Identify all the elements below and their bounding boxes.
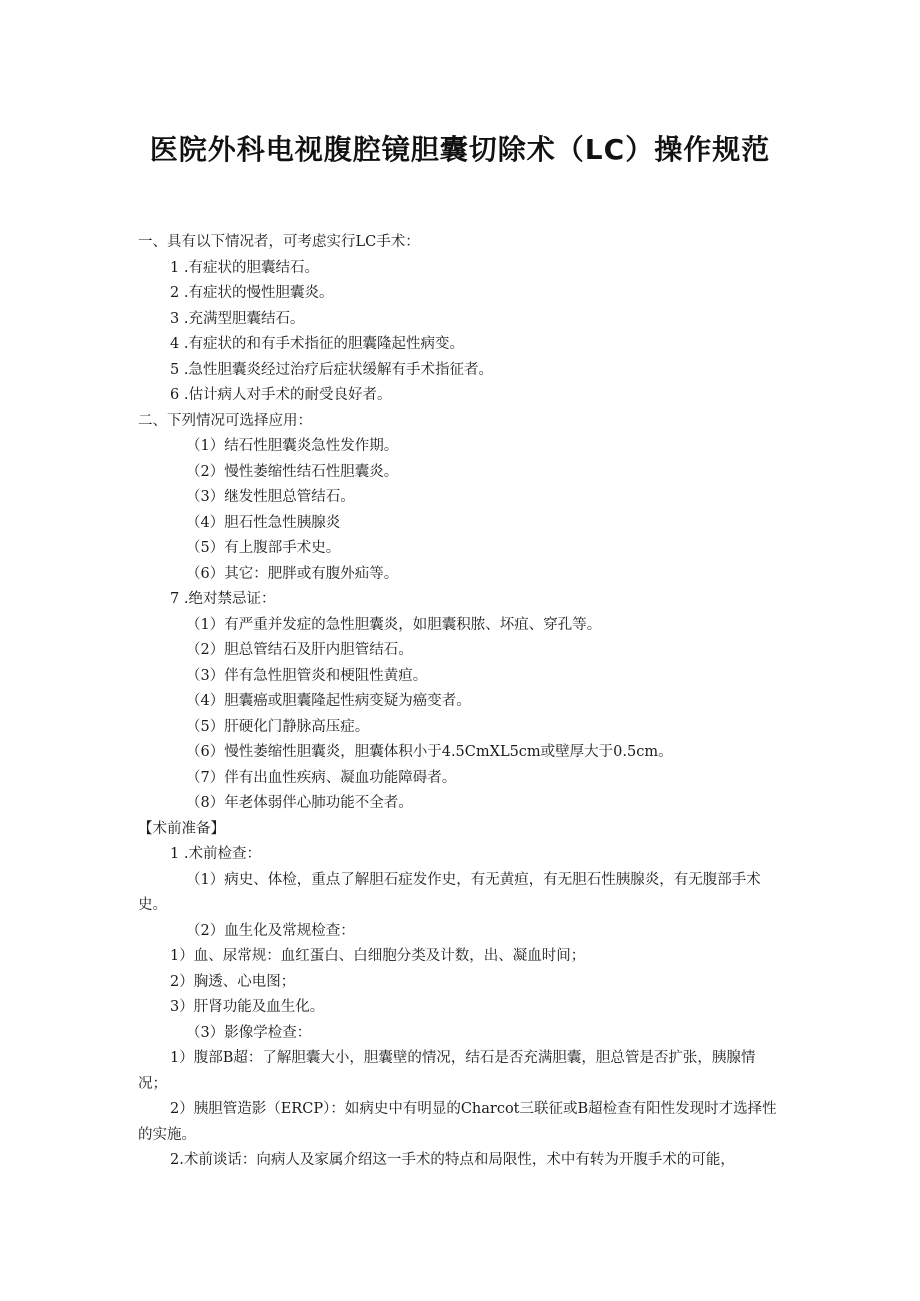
text-line: （5）有上腹部手术史。 [186,540,341,556]
text-line: （4）胆囊癌或胆囊隆起性病变疑为癌变者。 [186,693,471,709]
text-line: （2）慢性萎缩性结石性胆囊炎。 [186,463,399,480]
text-line: （2）血生化及常规检查： [186,922,355,939]
text-line: （1）病史、体检，重点了解胆石症发作史，有无黄疸，有无胆石性胰腺炎，有无腹部手术史。 [138,871,761,913]
text-line: （3）继发性胆总管结石。 [186,489,355,505]
text-line: 3 .充满型胆囊结石。 [170,310,305,327]
text-line: （8）年老体弱伴心肺功能不全者。 [186,795,413,811]
text-line: 6 .估计病人对手术的耐受良好者。 [170,387,392,403]
text-line: 5 .急性胆囊炎经过治疗后症状缓解有手术指征者。 [170,361,493,378]
text-line: 2.术前谈话：向病人及家属介绍这一手术的特点和局限性，术中有转为开腹手术的可能， [170,1152,735,1168]
text-line: （6）慢性萎缩性胆囊炎，胆囊体积小于4.5CmXL5cm或壁厚大于0.5cm。 [186,744,673,760]
text-line: （1）结石性胆囊炎急性发作期。 [186,438,399,454]
text-line: （3）影像学检查： [186,1024,312,1041]
text-line: 1 .有症状的胆囊结石。 [170,259,319,276]
text-line: （6）其它：肥胖或有腹外疝等。 [186,565,399,582]
text-line: 7 .绝对禁忌证： [170,591,276,607]
text-line: 1 .术前检查： [170,846,261,862]
text-line: 二、下列情况可选择应用： [138,412,312,429]
text-line: 1）腹部B超：了解胆囊大小，胆囊壁的情况，结石是否充满胆囊，胆总管是否扩张，胰腺情况； [138,1050,756,1092]
text-line: （7）伴有出血性疾病、凝血功能障碍者。 [186,769,457,786]
text-line: （1）有严重并发症的急性胆囊炎，如胆囊积脓、坏疽、穿孔等。 [186,616,602,633]
text-line: 【术前准备】 [138,820,225,837]
text-line: （5）肝硬化门静脉高压症。 [186,718,370,735]
text-line: 2）胸透、心电图； [170,973,296,990]
text-line: 2）胰胆管造影（ERCP）：如病史中有明显的Charcot三联征或B超检查有阳性发现时才选择性的实施。 [138,1101,777,1143]
text-line: 2 .有症状的慢性胆囊炎。 [170,285,334,301]
text-line: （3）伴有急性胆管炎和梗阻性黄疸。 [186,667,428,684]
text-line: （2）胆总管结石及肝内胆管结石。 [186,642,413,658]
document-title: 医院外科电视腹腔镜胆囊切除术（LC）操作规范 [149,133,771,166]
text-line: 4 .有症状的和有手术指征的胆囊隆起性病变。 [170,336,464,352]
text-line: 一、具有以下情况者，可考虑实行LC手术： [138,234,420,250]
document-body [0,230,920,1174]
text-line: 3）肝肾功能及血生化。 [170,999,325,1015]
text-line: （4）胆石性急性胰腺炎 [186,514,341,531]
text-line: 1）血、尿常规：血红蛋白、白细胞分类及计数，出、凝血时间； [170,948,586,964]
